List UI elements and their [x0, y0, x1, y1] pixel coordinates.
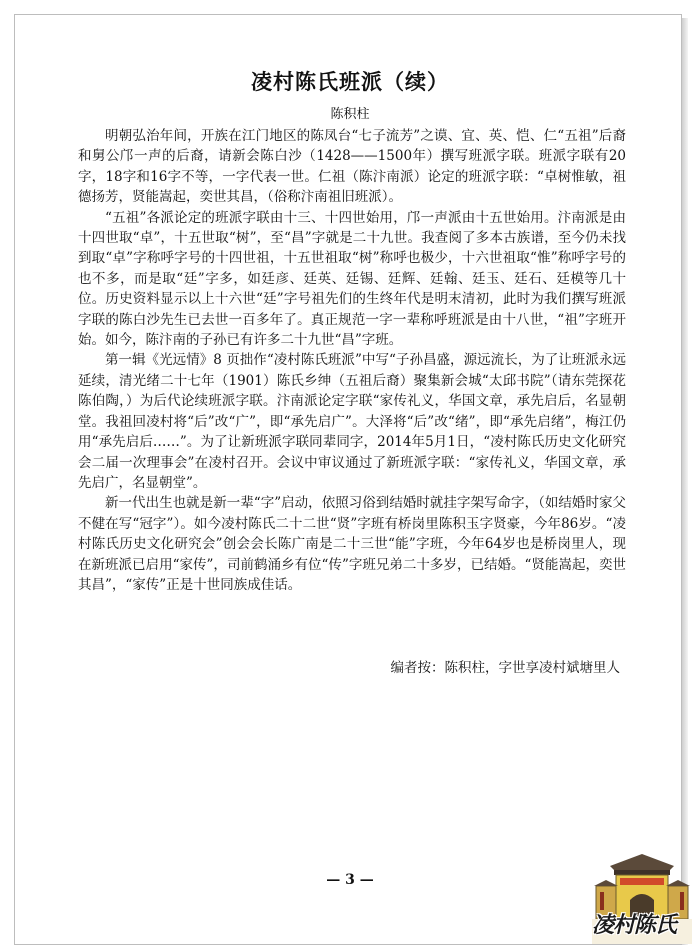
article-body — [78, 126, 626, 595]
author-name: 陈积柱 — [330, 107, 370, 122]
editor-note: 编者按：陈积柱，字世享凌村斌塘里人 — [390, 660, 620, 676]
paragraph: 明朝弘治年间，开族在江门地区的陈凤台“七子流芳”之谟、宜、英、恺、仁“五祖”后裔和舅公邝一声的后裔，请新会陈白沙（1428——1500年）撰写班派字联。班派字联有20字，18字和16字不等，一字代表一世。仁祖（陈汴南派）论定的班派字联：“卓树惟敏，祖德扬芳，贤能嵩起，奕世其昌，（俗称汴南祖旧班派）。 — [78, 128, 626, 206]
paragraph: 第一辑《光远情》8 页拙作“凌村陈氏班派”中写“子孙昌盛，源远流长，为了让班派永远延续，清光绪二十七年（1901）陈氏乡绅（五祖后裔）聚集新会城“太邱书院”（请东莞探花陈伯陶，）为后代论续班派字联。汴南派论定字联“家传礼义，华国文章，承先启后，名显朝堂。我祖回凌村将“后”改“广”，即“承先启广”。大泽将“后”改“绪”，即“承先启绪”，梅江仍用“承先启后……”。为了让新班派字联同辈同字，2014年5月1日，“凌村陈氏历史文化研究会二届一次理事会”在凌村召开。会议中审议通过了新班派字联：“家传礼义，华国文章，承先启广，名显朝堂”。 — [78, 352, 626, 491]
page-shadow — [682, 18, 688, 945]
paragraph: “五祖”各派论定的班派字联由十三、十四世始用，邝一声派由十五世始用。汴南派是由十四世取“卓”，十五世取“树”，至“昌”字就是二十九世。我查阅了多本古族谱，至今仍未找到取“卓”字称呼字号的十四世祖，十五世祖取“树”称呼也极少，十六世祖取“惟”称呼字号的也不多，而是取“廷”字多，如廷彦、廷英、廷锡、廷辉、廷翰、廷玉、廷石、廷模等几十位。历史资料显示以上十六世“廷”字号祖先们的生终年代是明末清初，此时为我们撰写班派字联的陈白沙先生已去世一百多年了。真正规范一字一辈称呼班派是由十八世，“祖”字班开始。如今，陈汴南的子孙已有许多二十九世“昌”字班。 — [78, 209, 626, 349]
logo-text: 凌村陈氏 — [592, 912, 677, 938]
page-number: — 3 — — [326, 872, 374, 888]
paragraph: 新一代出生也就是新一辈“字”启动，依照习俗到结婚时就挂字架写命字，（如结婚时家父不健在写“冠字”）。如今凌村陈氏二十二世“贤”字班有桥岗里陈积玉字贤豪，今年86岁。“凌村陈氏历史文化研究会”创会会长陈广南是二十三世“能”字班，今年64岁也是桥岗里人，现在新班派已启用“家传”，司前鹤涌乡有位“传”字班兄弟二十多岁，已结婚。“贤能嵩起，奕世其昌”，“家传”正是十世同族成佳话。 — [78, 495, 626, 593]
page-title: 凌村陈氏班派（续） — [251, 69, 449, 94]
